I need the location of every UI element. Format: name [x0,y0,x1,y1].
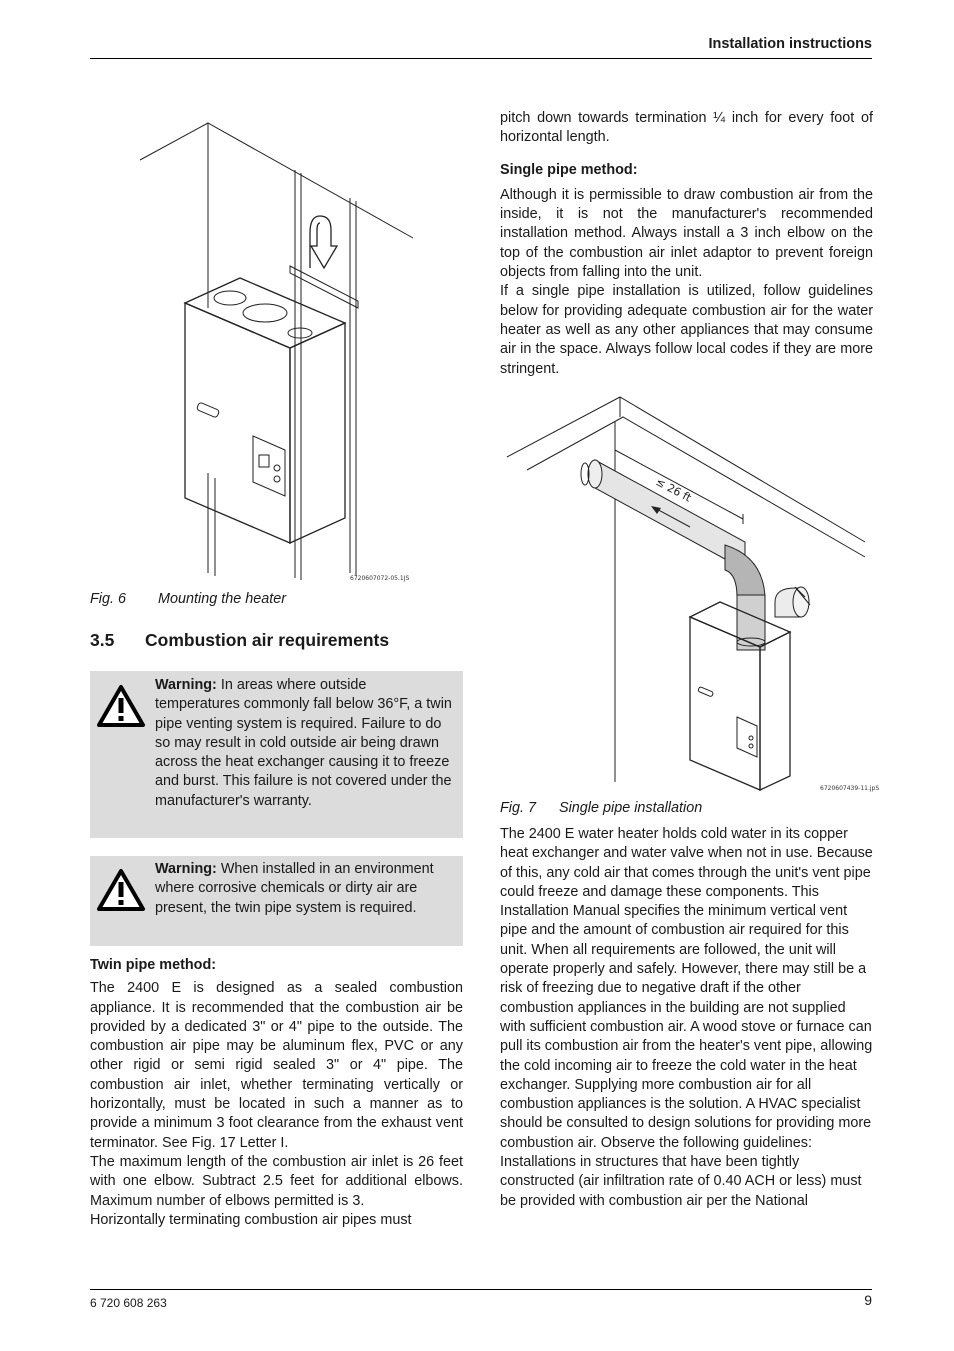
fig7-number: Fig. 7 [500,800,536,816]
single-pipe-paragraph-2: If a single pipe installation is utilized, follow guidelines below for providing adequate combustion air for the water heater as well as any other appliances that may consume air in the space. Always follow local codes if they are more stringent. [500,283,873,377]
continuation-paragraph: pitch down towards termination ¼ inch for every foot of horizontal length. [500,110,873,146]
single-pipe-heading: Single pipe method: [500,161,638,178]
warning-1-text [155,676,453,811]
fig6-caption-text: Mounting the heater [158,591,287,607]
fig6-mounting-illustration [135,118,425,588]
fig7-dimension-label: ≤ 26 ft [653,475,694,505]
document-number: 6 720 608 263 [90,1296,167,1310]
warning-1-body: In areas where outside temperatures commonly fall below 36°F, a twin pipe venting system is required. Failure to do so may result in cold outside air being drawn across the heat exchanger causing it to freeze and burst. This failure is not covered under the manufacturer's warranty. [155,677,452,809]
warning-box-1 [90,671,463,838]
fig7-drawing-code: 6720607439-11.jpS [820,785,880,792]
warning-2-body: When installed in an environment where corrosive chemicals or dirty air are present, the twin pipe system is required. [155,861,434,916]
section-number: 3.5 [90,630,115,650]
warning-box-2 [90,856,463,946]
warning-triangle-icon [97,684,145,728]
twin-pipe-paragraph-1: The 2400 E is designed as a sealed combustion appliance. It is recommended that the combustion air be provided by a dedicated 3" or 4" pipe to the outside. The combustion air pipe may be aluminum flex, PVC or any other rigid or semi rigid sealed 3" or 4" pipe. The combustion air inlet, whether terminating vertically or horizontally, must be located in such a manner as to provide a minimum 3 foot clearance from the exhaust vent terminator. See Fig. 17 Letter I. [90,980,463,1151]
section-title: Combustion air requirements [145,630,390,650]
warning-triangle-icon [97,868,145,912]
single-pipe-paragraph-1: Although it is permissible to draw combustion air from the inside, it is not the manufacturer's recommended installation method. Always install a 3 inch elbow on the top of the combustion air inlet adaptor to prevent foreign objects from falling into the unit. [500,186,873,281]
fig7-single-pipe-illustration [505,392,880,797]
fig7-caption [500,800,702,816]
body-paragraph-1: The 2400 E water heater holds cold water in its copper heat exchanger and water valve when not in use. Because of this, any cold air that comes through the unit's vent pipe could freeze and damage these components. This Installation Manual specifies the minimum vertical vent pipe and the amount of combustion air required for this unit. When all requirements are followed, the unit will operate properly and safely. However, there may still be a risk of freezing due to negative draft if the other combustion appliances in the building are not supplied with sufficient combustion air. A wood stove or furnace can pull its combustion air from the heater's vent pipe, allowing the cold incoming air to freeze the cold water in the heat exchanger. Supplying more combustion air for all combustion appliances is the solution. A HVAC specialist should be consulted to design solutions for providing more combustion air. Observe the following guidelines: [500,826,873,1151]
body-paragraph-2: Installations in structures that have been tightly constructed (air infiltration rate of 0.40 ACH or less) must be provided with combustion air per the National [500,1154,862,1209]
footer-rule [90,1289,872,1290]
twin-pipe-paragraph-2: The maximum length of the combustion air inlet is 26 feet with one elbow. Subtract 2.5 feet for additional elbows. Maximum number of elbows permitted is 3. [90,1153,463,1209]
twin-pipe-paragraph-3: Horizontally terminating combustion air pipes must [90,1211,412,1228]
twin-pipe-heading: Twin pipe method: [90,957,217,973]
fig7-caption-text: Single pipe installation [559,800,703,816]
fig6-caption [90,591,286,607]
section-heading [90,630,389,651]
page-number: 9 [864,1292,872,1308]
header-rule [90,58,872,59]
warning-2-label: Warning: [155,861,217,877]
running-header: Installation instructions [708,36,872,52]
warning-1-label: Warning: [155,677,217,693]
fig6-drawing-code: 6720607072-05.1JS [350,575,410,582]
freeze-risk-section [500,825,873,1211]
single-pipe-section [500,109,873,379]
fig6-number: Fig. 6 [90,591,126,607]
warning-2-text [155,860,453,918]
twin-pipe-section [90,956,463,1230]
